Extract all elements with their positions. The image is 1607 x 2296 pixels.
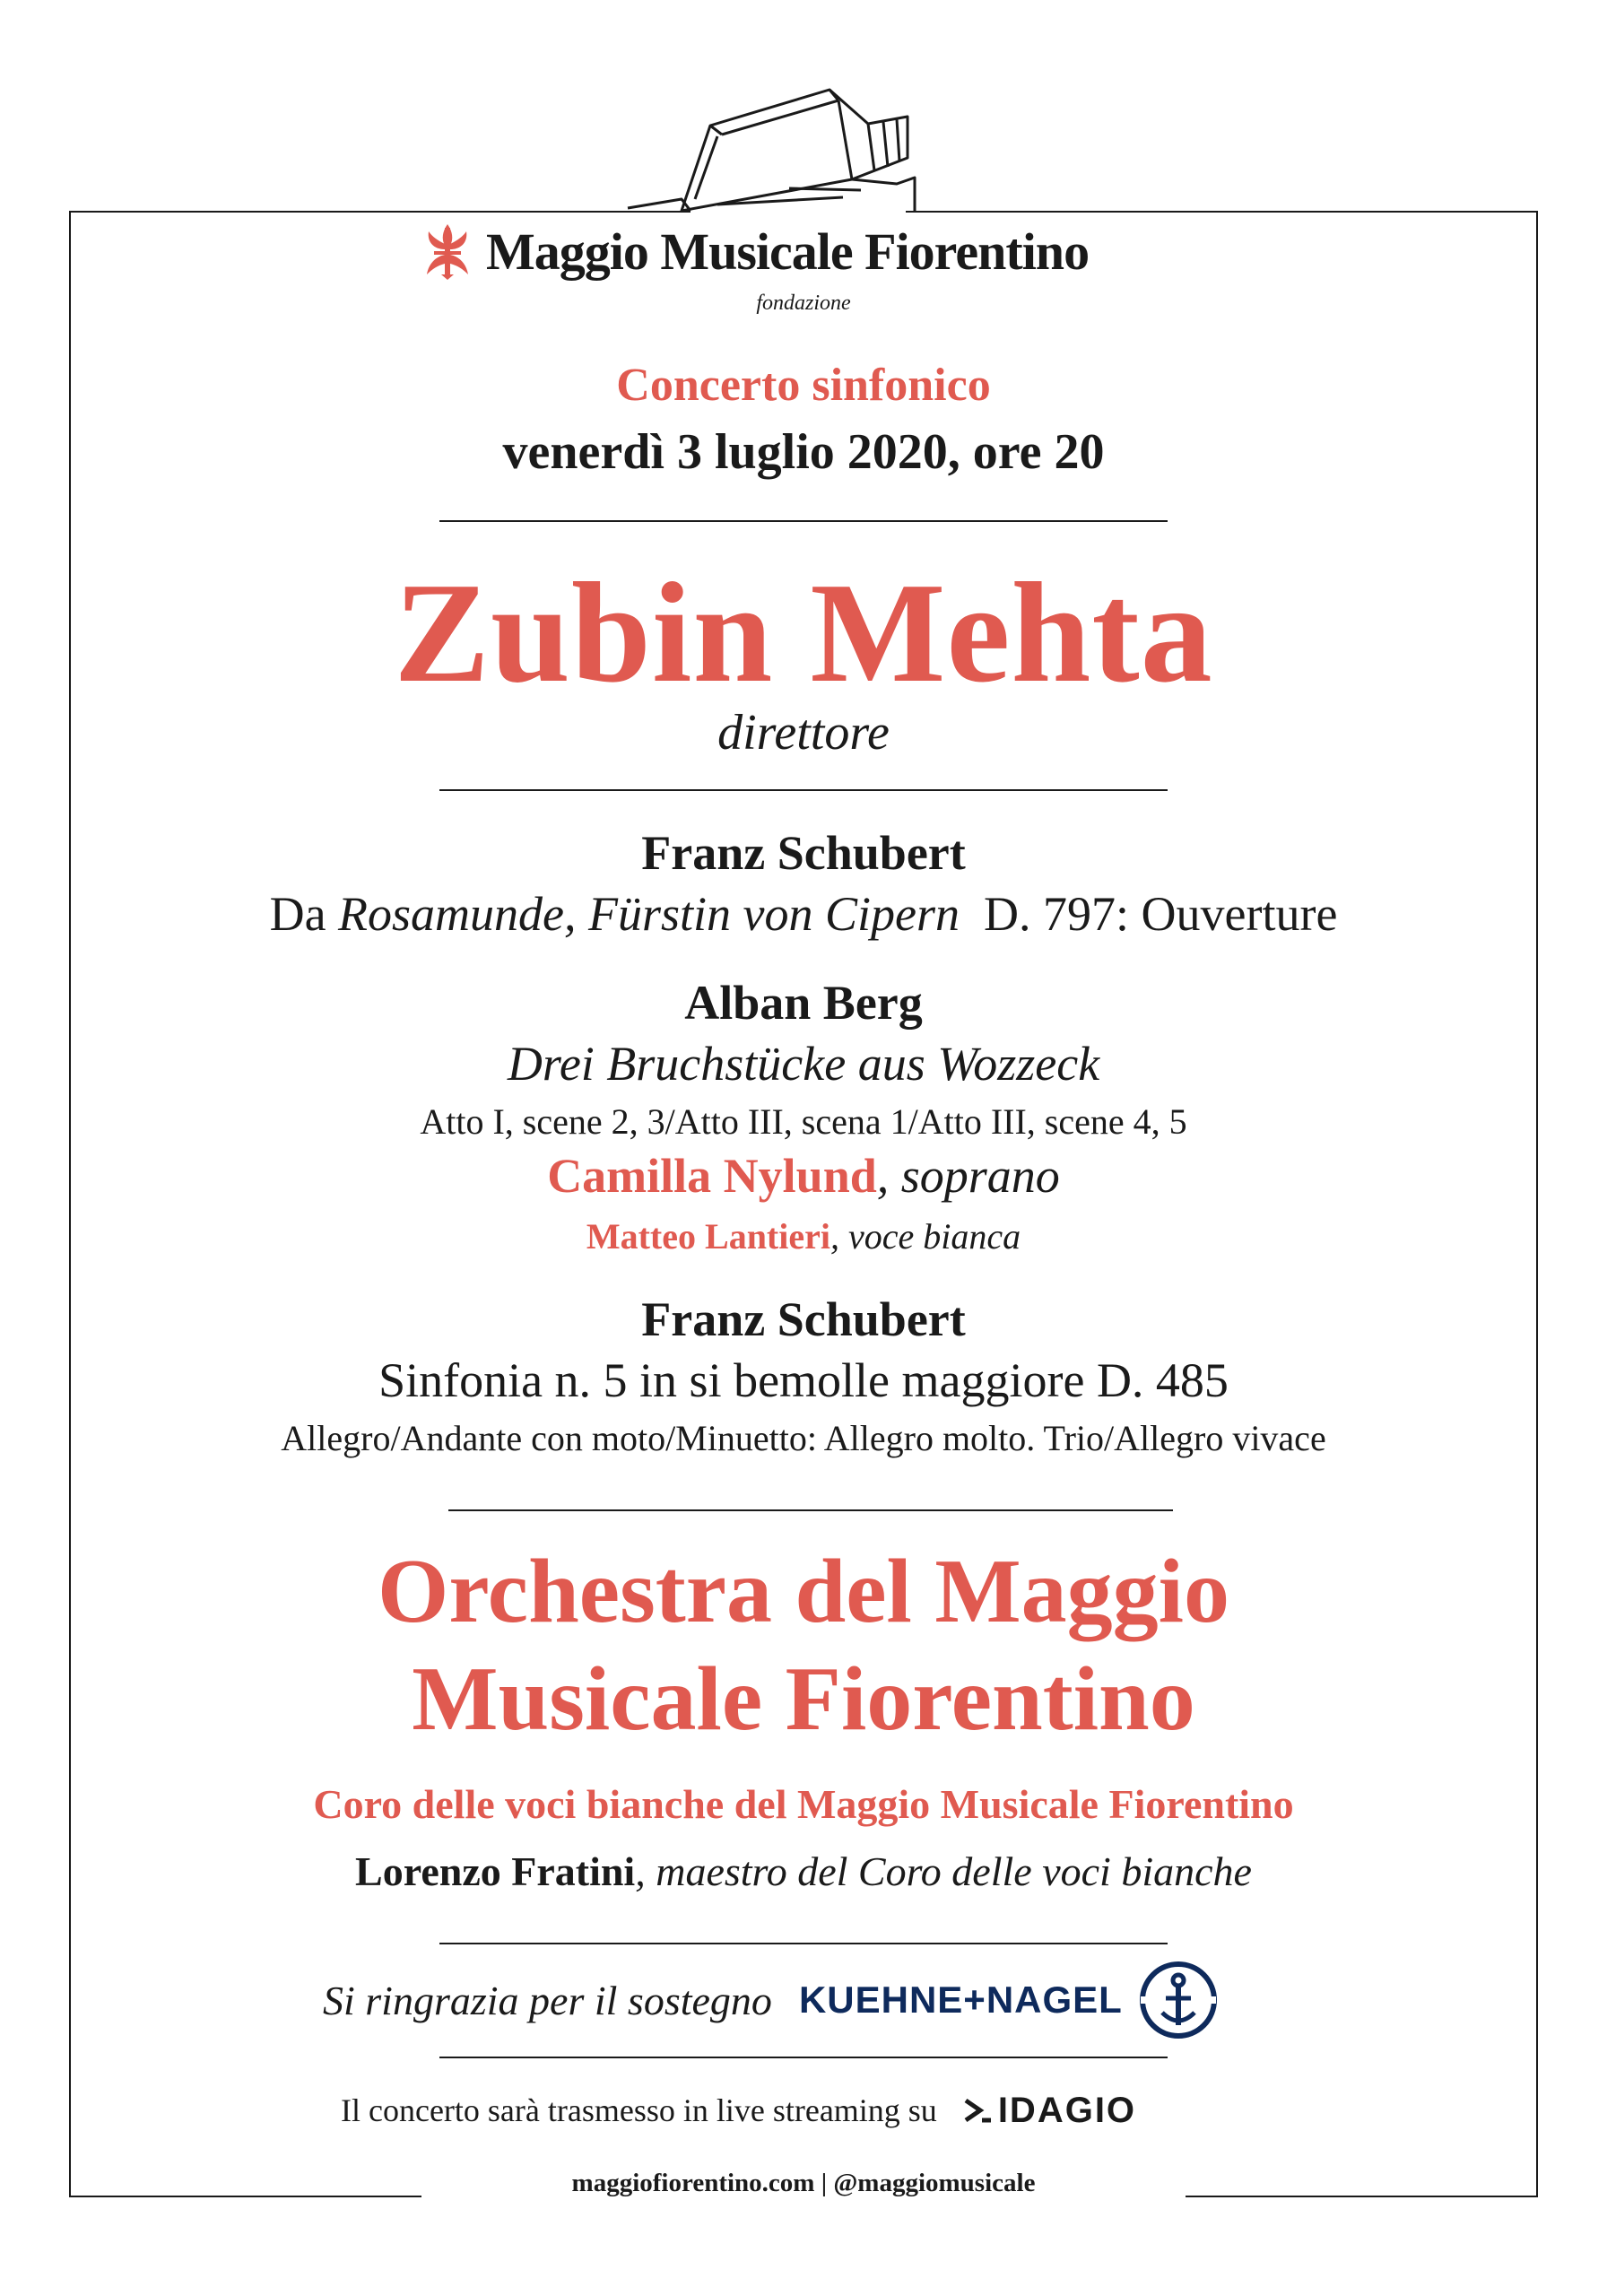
divider xyxy=(439,520,1168,522)
piece1-title: Rosamunde, Fürstin von Cipern xyxy=(338,887,960,941)
divider xyxy=(439,789,1168,791)
event-type: Concerto sinfonico xyxy=(616,360,991,411)
divider xyxy=(439,1943,1168,1944)
org-logo xyxy=(421,215,1089,287)
piece3-title: Sinfonia n. 5 in si bemolle maggiore D. 485 xyxy=(378,1353,1229,1407)
theatre-building-drawing xyxy=(0,0,1607,224)
piece2-detail: Atto I, scene 2, 3/Atto III, scena 1/Atto III, scene 4, 5 xyxy=(420,1101,1187,1142)
frame-right xyxy=(1536,211,1538,2197)
sponsor-thanks: Si ringrazia per il sostegno xyxy=(323,1977,772,2023)
frame-left xyxy=(69,211,71,2197)
choir-master xyxy=(0,1848,1607,1895)
divider xyxy=(439,2057,1168,2058)
sponsor-row xyxy=(323,1955,1220,2045)
frame-top-left xyxy=(69,211,691,213)
anchor-icon xyxy=(1137,1959,1220,2041)
conductor-name: Zubin Mehta xyxy=(394,552,1213,712)
soloist1-role: , soprano xyxy=(876,1149,1060,1203)
frame-top-right xyxy=(906,211,1538,213)
piece2-title: Drei Bruchstücke aus Wozzeck xyxy=(507,1037,1100,1091)
piece1-prefix: Da xyxy=(269,887,339,941)
org-name: Maggio Musicale Fiorentino xyxy=(486,222,1090,281)
org-subtitle: fondazione xyxy=(756,291,851,315)
streaming-service: IDAGIO xyxy=(997,2090,1137,2130)
soloist2-role: , voce bianca xyxy=(830,1216,1021,1257)
choir-name: Coro delle voci bianche del Maggio Musicale Fiorentino xyxy=(313,1781,1294,1827)
piece1-title-line xyxy=(0,886,1607,942)
choir-master-name: Lorenzo Fratini xyxy=(355,1848,636,1894)
soloist2-name: Matteo Lantieri xyxy=(586,1216,830,1257)
piece3-movements: Allegro/Andante con moto/Minuetto: Allegro molto. Trio/Allegro vivace xyxy=(281,1418,1326,1458)
divider xyxy=(448,1509,1173,1511)
streaming-text: Il concerto sarà trasmesso in live streaming su xyxy=(341,2092,937,2128)
orchestra-name-line1: Orchestra del Maggio xyxy=(378,1541,1229,1642)
event-date: venerdì 3 luglio 2020, ore 20 xyxy=(502,424,1105,480)
conductor-role: direttore xyxy=(717,705,890,761)
orchestra-name-line2: Musicale Fiorentino xyxy=(412,1648,1195,1750)
piece3-composer: Franz Schubert xyxy=(641,1292,966,1346)
piece1-composer: Franz Schubert xyxy=(641,826,966,880)
piece1-suffix: D. 797: Ouverture xyxy=(984,887,1338,941)
choir-master-role: , maestro del Coro delle voci bianche xyxy=(635,1848,1252,1894)
streaming-row xyxy=(341,2079,1136,2142)
footer-links: maggiofiorentino.com | @maggiomusicale xyxy=(571,2169,1036,2197)
soloist1-name: Camilla Nylund xyxy=(547,1149,877,1203)
soloist2 xyxy=(0,1215,1607,1257)
piece2-composer: Alban Berg xyxy=(684,976,923,1030)
florence-lily-icon xyxy=(421,222,473,280)
idagio-logo-icon xyxy=(962,2095,993,2126)
soloist1 xyxy=(0,1148,1607,1204)
sponsor-name: KUEHNE+NAGEL xyxy=(798,1979,1123,2021)
